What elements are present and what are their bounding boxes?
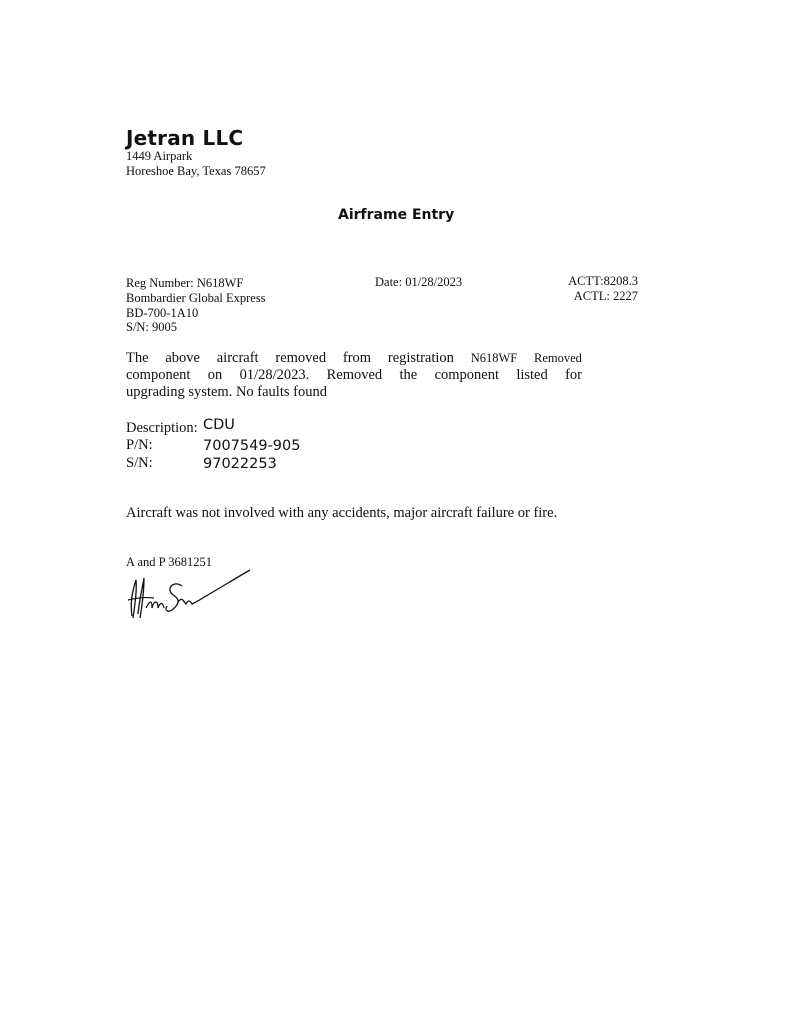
entry-date: Date: 01/28/2023 — [375, 275, 463, 289]
paragraph-word: on — [207, 367, 223, 383]
paragraph-word: 01/28/2023. — [239, 367, 310, 383]
paragraph-word: component — [126, 367, 191, 383]
paragraph-word: from — [342, 350, 372, 366]
part-number-value: 7007549-905 — [203, 438, 301, 454]
airworthiness-statement: Aircraft was not involved with any accidents, major aircraft failure or fire. — [126, 505, 558, 521]
aircraft-model: Bombardier Global Express — [126, 291, 266, 305]
paragraph-line-1 — [126, 350, 582, 367]
component-serial-value: 97022253 — [203, 456, 277, 472]
paragraph-registration: N618WF — [470, 351, 518, 365]
paragraph-word: above — [165, 350, 200, 366]
paragraph-word: component — [434, 367, 499, 383]
component-serial-label: S/N: — [126, 455, 153, 471]
actl-value: ACTL: 2227 — [573, 289, 638, 303]
paragraph-line-2 — [126, 367, 582, 384]
company-address-line1: 1449 Airpark — [126, 149, 193, 163]
document-title: Airframe Entry — [338, 207, 455, 223]
paragraph-word: aircraft — [216, 350, 259, 366]
paragraph-word: The — [126, 350, 149, 366]
company-name: Jetran LLC — [126, 126, 244, 150]
actt-value: ACTT:8208.3 — [568, 274, 638, 288]
a-and-p-certificate: A and P 3681251 — [126, 555, 212, 569]
paragraph-line-3: upgrading system. No faults found — [126, 384, 327, 400]
aircraft-type: BD-700-1A10 — [126, 306, 199, 320]
paragraph-word: listed — [516, 367, 548, 383]
paragraph-removed: Removed — [534, 351, 582, 365]
description-label: Description: — [126, 420, 198, 436]
paragraph-word: for — [565, 367, 582, 383]
description-value: CDU — [203, 417, 235, 433]
aircraft-serial: S/N: 9005 — [126, 320, 178, 334]
company-address-line2: Horeshoe Bay, Texas 78657 — [126, 164, 266, 178]
paragraph-word: registration — [387, 350, 454, 366]
paragraph-word: Removed — [326, 367, 383, 383]
reg-number: Reg Number: N618WF — [126, 276, 244, 290]
paragraph-word: removed — [275, 350, 327, 366]
paragraph-word: the — [399, 367, 418, 383]
signature-image — [120, 564, 255, 620]
part-number-label: P/N: — [126, 437, 153, 453]
